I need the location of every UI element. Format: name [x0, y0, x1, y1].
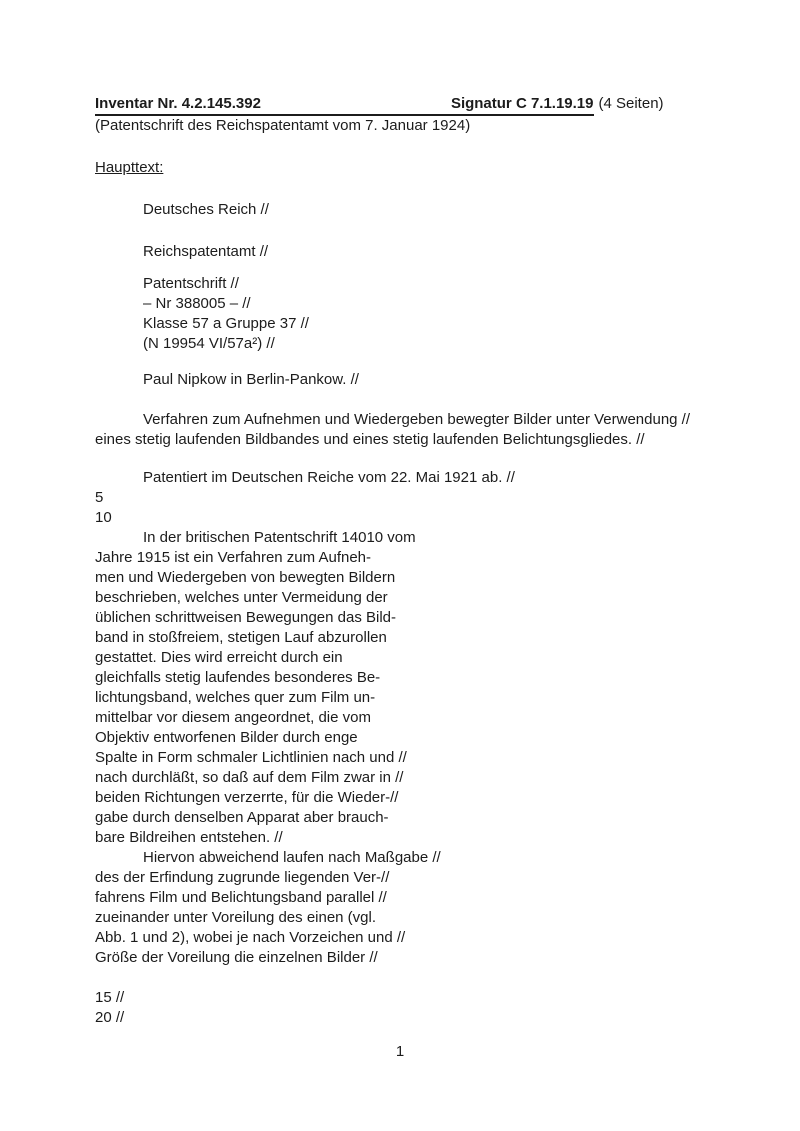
text-line: In der britischen Patentschrift 14010 vom: [143, 529, 416, 546]
text-line: Patentschrift //: [143, 275, 239, 292]
text-line: lichtungsband, welches quer zum Film un-: [95, 689, 376, 706]
country-line: Deutsches Reich //: [143, 201, 269, 218]
source-description-line: (Patentschrift des Reichspatentamt vom 7. Januar 1924): [95, 117, 471, 134]
section-heading: Haupttext:: [95, 159, 164, 176]
text-line: – Nr 388005 – //: [143, 295, 251, 312]
text-line: bare Bildreihen entstehen. //: [95, 829, 283, 846]
text-line: Objektiv entworfenen Bilder durch enge: [95, 729, 358, 746]
text-line: Verfahren zum Aufnehmen und Wiedergeben bewegter Bilder unter Verwendung //: [143, 411, 691, 428]
text-line: gabe durch denselben Apparat aber brauch-: [95, 809, 389, 826]
text-line: gleichfalls stetig laufendes besonderes Be-: [95, 669, 381, 686]
text-line: Hiervon abweichend laufen nach Maßgabe //: [143, 849, 441, 866]
text-line: des der Erfindung zugrunde liegenden Ver-//: [95, 869, 390, 886]
document-header: [95, 94, 800, 116]
text-line: beiden Richtungen verzerrte, für die Wieder-//: [95, 789, 399, 806]
text-line: fahrens Film und Belichtungsband parallel //: [95, 889, 387, 906]
text-line: Klasse 57 a Gruppe 37 //: [143, 315, 309, 332]
text-line: üblichen schrittweisen Bewegungen das Bild-: [95, 609, 397, 626]
text-line: 20 //: [95, 1009, 125, 1026]
text-line: nach durchläßt, so daß auf dem Film zwar in //: [95, 769, 404, 786]
text-line: Jahre 1915 ist ein Verfahren zum Aufneh-: [95, 549, 372, 566]
text-line: 15 //: [95, 989, 125, 1006]
margin-line-numbers: [95, 488, 800, 528]
trailing-line-numbers: [95, 988, 800, 1028]
inventor-line: Paul Nipkow in Berlin-Pankow. //: [143, 371, 359, 388]
inventar-number-label: Inventar Nr. 4.2.145.392: [95, 95, 261, 112]
text-line: Größe der Voreilung die einzelnen Bilder //: [95, 949, 378, 966]
text-line: Abb. 1 und 2), wobei je nach Vorzeichen und //: [95, 929, 406, 946]
text-line: 5: [95, 489, 104, 506]
page-number: 1: [395, 1043, 405, 1060]
patent-title-block: [95, 410, 800, 450]
office-line: Reichspatentamt //: [143, 243, 269, 260]
header-underline-filler: [261, 107, 451, 108]
patented-date-line: Patentiert im Deutschen Reiche vom 22. Mai 1921 ab. //: [143, 469, 515, 486]
section-heading-row: [95, 158, 800, 178]
header-underline-group: [95, 94, 594, 116]
text-line: men und Wiedergeben von bewegten Bildern: [95, 569, 396, 586]
main-paragraph: [95, 528, 800, 968]
text-line: (N 19954 VI/57a²) //: [143, 335, 275, 352]
patent-number-block: [95, 274, 800, 354]
text-line: 10: [95, 509, 112, 526]
text-line: mittelbar vor diesem angeordnet, die vom: [95, 709, 371, 726]
signatur-label: Signatur C 7.1.19.19: [450, 95, 594, 112]
text-line: gestattet. Dies wird erreicht durch ein: [95, 649, 343, 666]
text-line: eines stetig laufenden Bildbandes und eines stetig laufenden Belichtungsgliedes. //: [95, 431, 645, 448]
text-line: band in stoßfreiem, stetigen Lauf abzurollen: [95, 629, 387, 646]
page-count-label: (4 Seiten): [598, 95, 664, 112]
text-line: beschrieben, welches unter Vermeidung der: [95, 589, 388, 606]
text-line: zueinander unter Voreilung des einen (vgl.: [95, 909, 377, 926]
text-line: Spalte in Form schmaler Lichtlinien nach und //: [95, 749, 407, 766]
